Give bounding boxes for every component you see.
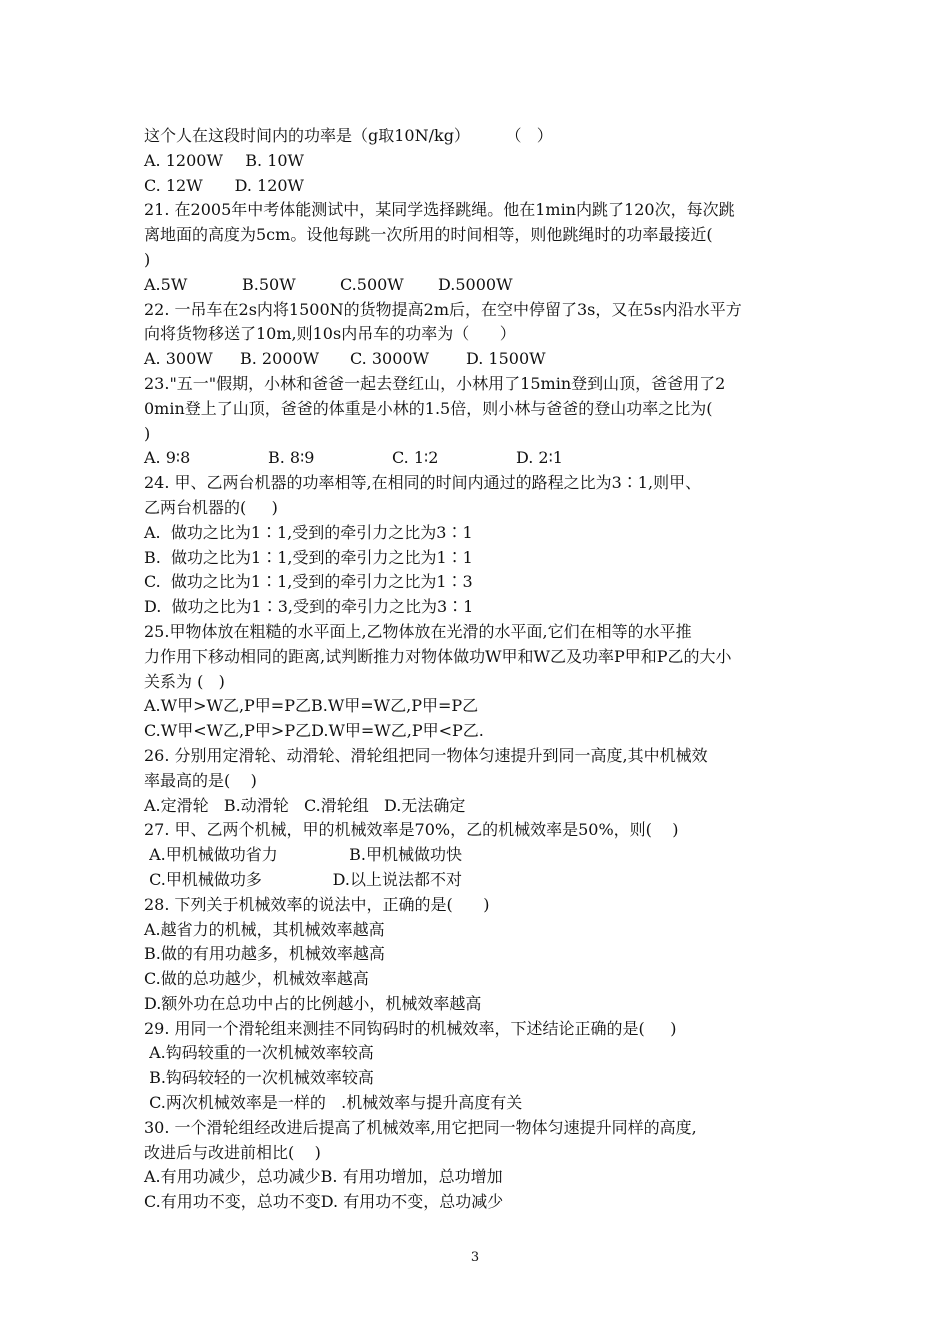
text-line: A.越省力的机械，其机械效率越高 — [144, 919, 385, 939]
text-line: 乙两台机器的( ) — [144, 497, 278, 517]
text-line: 离地面的高度为5cm。设他每跳一次所用的时间相等，则他跳绳时的功率最接近( — [144, 225, 713, 245]
option-text: D. 2∶1 — [516, 448, 563, 468]
option-text: B. 8∶9 — [268, 448, 315, 468]
text-line: 0min登上了山顶，爸爸的体重是小林的1.5倍，则小林与爸爸的登山功率之比为( — [144, 398, 713, 418]
option-text: C. 1∶2 — [392, 448, 439, 468]
option-text: D. 有用功不变，总功减少 — [320, 1192, 504, 1212]
text-line: A.钩码较重的一次机械效率较高 — [144, 1043, 374, 1063]
option-text: D. 120W — [234, 175, 304, 195]
text-line: C.两次机械效率是一样的 .机械效率与提升高度有关 — [144, 1093, 523, 1113]
option-row — [144, 174, 304, 199]
document-page — [144, 124, 816, 1215]
text-line: 率最高的是( ) — [144, 770, 257, 790]
option-text: C.有用功不变，总功不变 — [144, 1192, 321, 1212]
option-row — [144, 347, 816, 372]
option-text: D.以上说法都不对 — [332, 869, 462, 889]
text-line: 23."五一"假期，小林和爸爸一起去登红山，小林用了15min登到山顶，爸爸用了2 — [144, 373, 726, 393]
text-line: B.钩码较轻的一次机械效率较高 — [144, 1068, 374, 1088]
text-line: 力作用下移动相同的距离,试判断推力对物体做功W甲和W乙及功率P甲和P乙的大小 — [144, 646, 732, 666]
text-line: 22. 一吊车在2s内将1500N的货物提高2m后，在空中停留了3s，又在5s内沿水平方 — [144, 299, 742, 319]
text-line: A. 做功之比为1∶1,受到的牵引力之比为3∶1 — [144, 522, 473, 542]
option-text: A. 300W — [144, 349, 213, 369]
text-line: 24. 甲、乙两台机器的功率相等,在相同的时间内通过的路程之比为3∶1,则甲、 — [144, 473, 702, 493]
option-text: A. 1200W — [144, 150, 223, 170]
option-row — [144, 843, 462, 868]
option-text: B. 有用功增加，总功增加 — [320, 1167, 503, 1187]
option-text: A.W甲>W乙,P甲=P乙 — [144, 696, 311, 716]
option-row — [144, 694, 479, 719]
option-text: B. 10W — [245, 150, 304, 170]
text-line: 21. 在2005年中考体能测试中，某同学选择跳绳。他在1min内跳了120次，每次跳 — [144, 200, 735, 220]
text-line: 30. 一个滑轮组经改进后提高了机械效率,用它把同一物体匀速提升同样的高度, — [144, 1117, 697, 1137]
option-text: C. 12W — [144, 175, 203, 195]
option-row — [144, 1190, 504, 1215]
text-line: 25.甲物体放在粗糙的水平面上,乙物体放在光滑的水平面,它们在相等的水平推 — [144, 621, 692, 641]
text-line: 26. 分别用定滑轮、动滑轮、滑轮组把同一物体匀速提升到同一高度,其中机械效 — [144, 745, 708, 765]
text-line: ) — [144, 423, 151, 443]
text-line: D.额外功在总功中占的比例越小，机械效率越高 — [144, 993, 482, 1013]
option-text: B.甲机械做功快 — [349, 845, 462, 865]
option-text: A.5W — [144, 274, 188, 294]
option-row — [144, 446, 816, 471]
text-line: D. 做功之比为1∶3,受到的牵引力之比为3∶1 — [144, 597, 474, 617]
text-line: B. 做功之比为1∶1,受到的牵引力之比为1∶1 — [144, 547, 473, 567]
option-text: A.甲机械做功省力 — [144, 845, 278, 865]
option-text: D. 1500W — [466, 349, 546, 369]
text-line: B.做的有用功越多，机械效率越高 — [144, 944, 385, 964]
option-row — [144, 868, 462, 893]
option-text: B. 2000W — [240, 349, 320, 369]
option-row — [144, 149, 304, 174]
option-text: A. 9∶8 — [144, 448, 191, 468]
text-line: 27. 甲、乙两个机械，甲的机械效率是70%，乙的机械效率是50%，则( ) — [144, 820, 679, 840]
option-text: C.W甲<W乙,P甲>P乙 — [144, 721, 312, 741]
text-line: A.定滑轮 B.动滑轮 C.滑轮组 D.无法确定 — [144, 795, 466, 815]
text-line: 28. 下列关于机械效率的说法中，正确的是( ) — [144, 894, 490, 914]
option-text: A.有用功减少，总功减少 — [144, 1167, 321, 1187]
text-line: 改进后与改进前相比( ) — [144, 1142, 321, 1162]
option-text: C.甲机械做功多 — [144, 869, 262, 889]
text-line: C. 做功之比为1∶1,受到的牵引力之比为1∶3 — [144, 572, 473, 592]
option-row — [144, 1165, 503, 1190]
option-text: C.500W — [340, 274, 404, 294]
option-text: D.5000W — [438, 274, 513, 294]
option-text: D.W甲=W乙,P甲<P乙. — [311, 721, 484, 741]
text-line: 关系为 ( ) — [144, 671, 225, 691]
text-line: C.做的总功越少，机械效率越高 — [144, 969, 369, 989]
text-line: ) — [144, 249, 151, 269]
text-line: 向将货物移送了10m,则10s内吊车的功率为（ ） — [144, 324, 516, 344]
option-row — [144, 719, 484, 744]
option-text: C. 3000W — [350, 349, 430, 369]
option-text: B.W甲=W乙,P甲=P乙 — [310, 696, 479, 716]
option-text: B.50W — [242, 274, 296, 294]
text-line: 这个人在这段时间内的功率是（g取10N/kg） （ ） — [144, 126, 553, 145]
page-number: 3 — [470, 1250, 480, 1265]
option-row — [144, 273, 816, 298]
text-line: 29. 用同一个滑轮组来测挂不同钩码时的机械效率，下述结论正确的是( ) — [144, 1018, 677, 1038]
